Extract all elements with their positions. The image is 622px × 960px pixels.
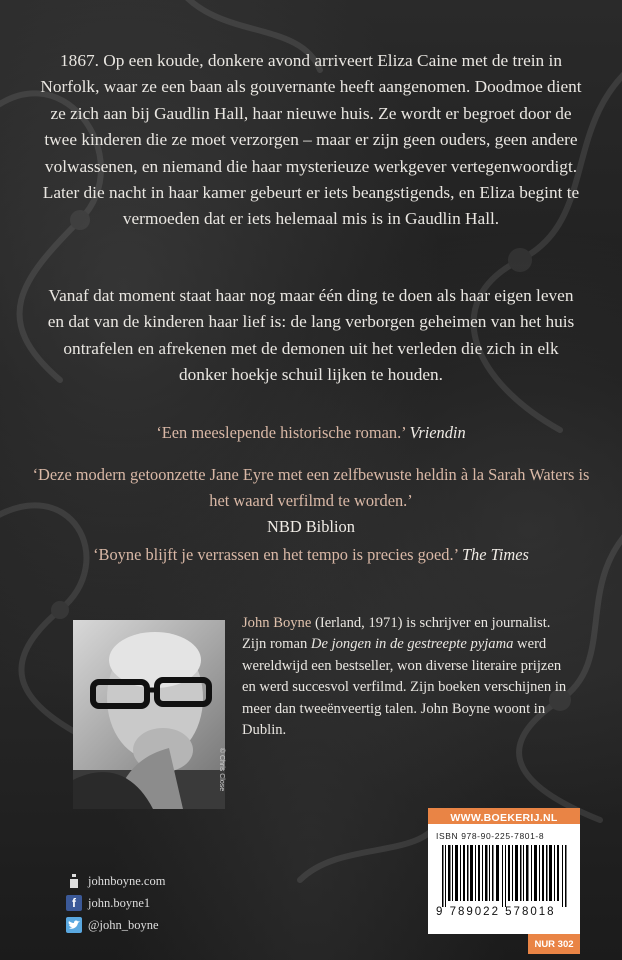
author-bio: John Boyne (Ierland, 1971) is schrijver en journalist. Zijn roman De jongen in de gestreepte pyjama werd wereldwijd een bestseller, won diverse literaire prijzen en werd succesvol verfilmd. Zijn boeken verschijnen in meer dan tweeënveertig talen. John Boyne woont in Dublin. xyxy=(242,615,567,739)
facebook-link[interactable] xyxy=(66,892,165,914)
quote-text: ‘Een meeslepende historische roman.’ xyxy=(156,423,406,442)
quote-source: Vriendin xyxy=(409,423,466,442)
blurb-paragraph-2: Vanaf dat moment staat haar nog maar één ding te doen als haar eigen leven en dat van de kinderen haar lief is: de lang verborgen geheimen van het huis ontrafelen en afrekenen met de demonen uit het verleden die zich in elk donker hoekje schuil lijken te houden. xyxy=(47,286,575,385)
author-name: John Boyne xyxy=(242,615,312,631)
website-icon xyxy=(66,873,82,889)
nur-code: NUR 302 xyxy=(528,934,580,954)
twitter-icon xyxy=(66,917,82,933)
website-label: johnboyne.com xyxy=(88,874,166,888)
twitter-link[interactable] xyxy=(66,914,165,936)
review-quote-3 xyxy=(30,542,592,568)
photo-credit: © Chris Close xyxy=(218,747,226,792)
isbn-number: ISBN 978-90-225-7801-8 xyxy=(436,831,545,841)
facebook-icon: f xyxy=(66,895,82,911)
author-social-links xyxy=(66,870,165,936)
review-quote-2 xyxy=(30,462,592,540)
quote-source: NBD Biblion xyxy=(267,517,355,536)
author-photo xyxy=(73,620,225,809)
barcode xyxy=(436,845,572,907)
quote-text: ‘Deze modern getoonzette Jane Eyre met een zelfbewuste heldin à la Sarah Waters is het waard verfilmd te worden.’ xyxy=(32,465,590,510)
website-link[interactable] xyxy=(66,870,165,892)
blurb-paragraph-1: 1867. Op een koude, donkere avond arriveert Eliza Caine met de trein in Norfolk, waar ze een baan als gouvernante heeft aangenomen. Doodmoe dient ze zich aan bij Gaudlin Hall, haar nieuwe huis. Ze wordt er begroet door de twee kinderen die ze moet verzorgen – maar er zijn geen ouders, geen andere volwassenen, en niemand die haar mysterieuze werkgever vertegenwoordigt. Later die nacht in haar kamer gebeurt er iets beangstigends, en Eliza begint te vermoeden dat er iets helemaal mis is in Gaudlin Hall. xyxy=(40,51,582,229)
facebook-label: john.boyne1 xyxy=(88,896,151,910)
publisher-url[interactable]: WWW.BOEKERIJ.NL xyxy=(428,808,580,828)
book-title: De jongen in de gestreepte pyjama xyxy=(310,636,514,653)
quote-source: The Times xyxy=(461,545,529,564)
twitter-label: @john_boyne xyxy=(88,918,159,932)
review-quote-1 xyxy=(30,420,592,446)
quote-text: ‘Boyne blijft je verrassen en het tempo is precies goed.’ xyxy=(93,545,458,564)
barcode-digits: 9 789022 578018 xyxy=(436,906,556,918)
